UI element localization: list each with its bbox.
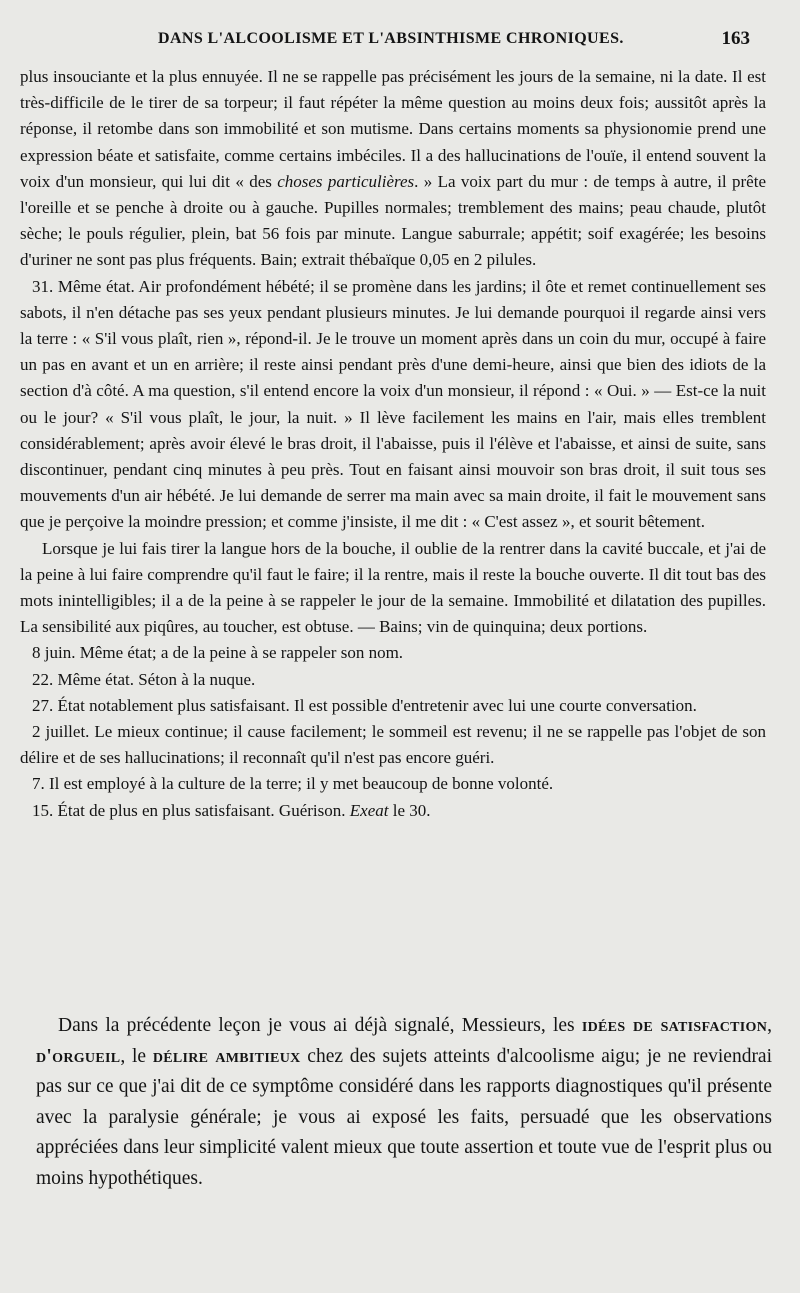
running-title: DANS L'ALCOOLISME ET L'ABSINTHISME CHRONIQUES. [158,30,624,47]
case-entry-31: 31. Même état. Air profondément hébété; il se promène dans les jardins; il ôte et remet continuellement ses sabots, il n'en détache pas ses yeux pendant plusieurs minutes. Je lui demande pourquoi il regarde ainsi vers la terre : « S'il vous plaît, rien », répond-il. Je le trouve un moment après dans un coin du mur, occupé à faire un pas en avant et un en arrière; il reste ainsi pendant près d'une demi-heure, ainsi que bien des idiots de la section d'à côté. A ma question, s'il entend encore la voix d'un monsieur, il répond : « Oui. » — Est-ce la nuit ou le jour? « S'il vous plaît, le jour, la nuit. » Il lève facilement les mains en l'air, mais elles tremblent considérablement; après avoir élevé le bras droit, il l'abaisse, puis il l'élève et l'abaisse, et ainsi de suite, sans discontinuer, pendant cinq minutes à peu près. Tout en faisant ainsi mouvoir son bras droit, il suit tous ses mouvements d'un air hébété. Je lui demande de serrer ma main avec sa main droite, il fait le mouvement sans que je perçoive la moindre pression; et comme j'insiste, il me dit : « C'est assez », et sourit bêtement. [20,276,766,532]
page-number: 163 [721,28,750,49]
case-entry-27: 27. État notablement plus satisfaisant. Il est possible d'entretenir avec lui une courte conversation. [32,695,697,715]
quoted-phrase: choses particulières [277,171,415,191]
case-paragraph-1: plus insouciante et la plus ennuyée. Il ne se rappelle pas précisément les jours de la semaine, ni la date. Il est très-difficile de le tirer de sa torpeur; il faut répéter la même question au moins deux fois; aussitôt après la réponse, il retombe dans son immobilité et son mutisme. Dans certains moments sa physionomie prend une expression béate et satisfaite, comme certains imbéciles. Il a des hallucinations de l'ouïe, il entend souvent la voix d'un monsieur, qui lui dit « des choses particulières. » La voix part du mur : de temps à autre, il prête l'oreille et se penche à droite ou à gauche. Pupilles normales; tremblement des mains; peau chaude, plutôt sèche; le pouls régulier, plein, bat 56 fois par minute. Langue saburrale; appétit; soif exagérée; les besoins d'uriner ne sont pas plus fréquents. Bain; extrait thébaïque 0,05 en 2 pilules. [20,67,766,270]
exeat-term: Exeat [349,800,389,820]
lecture-text [36,1011,772,1194]
small-caps-term: d'orgueil [36,1045,121,1067]
small-caps-term: délire ambitieux [152,1045,301,1067]
case-entry-15: 15. État de plus en plus satisfaisant. Guérison. Exeat le 30. [32,800,431,820]
case-entry-8-juin: 8 juin. Même état; a de la peine à se rappeler son nom. [32,643,404,663]
lecture-paragraph: Dans la précédente leçon je vous ai déjà signalé, Messieurs, les idées de satisfaction, d'orgueil, le délire ambitieux chez des sujets atteints d'alcoolisme aigu; je ne reviendrai pas sur ce que j'ai dit de ce symptôme considéré dans les rapports diagnostiques qu'il présente avec la paralysie générale; je vous ai exposé les faits, persuadé que les observations appréciées dans leur simplicité valent mieux que toute assertion et toute vue de l'esprit plus ou moins hypothétiques. [36,1015,773,1189]
case-entry-22: 22. Même état. Séton à la nuque. [32,669,256,689]
case-paragraph-tongue: Lorsque je lui fais tirer la langue hors de la bouche, il oublie de la rentrer dans la cavité buccale, et j'ai de la peine à lui faire comprendre qu'il faut le faire; il la rentre, mais il reste la bouche ouverte. Il dit tout bas des mots inintelligibles; il a de la peine à se rappeler le jour de la semaine. Immobilité et dilatation des pupilles. La sensibilité aux piqûres, au toucher, est obtuse. — Bains; vin de quinquina; deux portions. [20,538,766,637]
small-caps-term: idées de satisfaction [581,1015,768,1036]
case-entry-7: 7. Il est employé à la culture de la terre; il y met beaucoup de bonne volonté. [32,774,554,794]
page-header [0,30,800,54]
case-entry-2-juillet: 2 juillet. Le mieux continue; il cause facilement; le sommeil est revenu; il ne se rappelle pas l'objet de son délire et de ses hallucinations; il reconnaît qu'il n'est pas encore guéri. [20,722,766,768]
case-observation [20,64,766,824]
